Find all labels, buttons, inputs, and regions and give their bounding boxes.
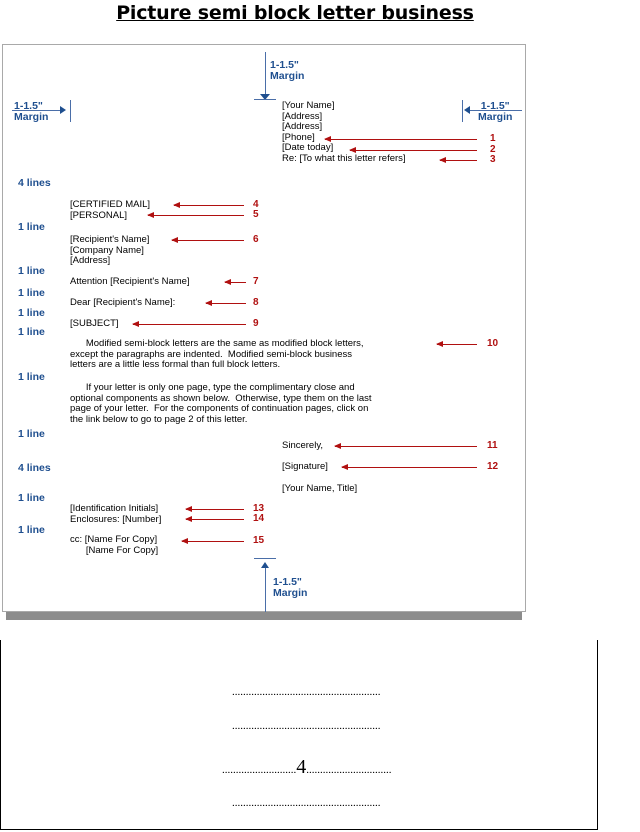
callout-arrow (335, 446, 477, 447)
callout-arrow (133, 324, 246, 325)
identification-block: [Identification Initials] Enclosures: [Number] (70, 503, 162, 525)
callout-arrow (225, 282, 246, 283)
spacing-label: 1 line (18, 326, 45, 338)
spacing-label: 4 lines (18, 462, 51, 474)
signature-line: [Signature] (282, 461, 328, 472)
page-title: Picture semi block letter business (116, 2, 474, 24)
recipient-block: [Recipient's Name] [Company Name] [Address] (70, 234, 150, 266)
footer-page-number-row (222, 756, 392, 779)
callout-arrow (148, 215, 244, 216)
callout-arrow (186, 519, 244, 520)
right-margin-tick (462, 100, 463, 122)
callout-number: 15 (253, 535, 265, 546)
callout-number: 6 (253, 234, 259, 245)
spacing-label: 1 line (18, 492, 45, 504)
top-margin-line (265, 52, 266, 96)
spacing-label: 1 line (18, 307, 45, 319)
footer-dotted-line: ........................... (222, 764, 297, 776)
spacing-label: 1 line (18, 371, 45, 383)
callout-number: 10 (487, 338, 499, 349)
callout-number: 2 (490, 144, 496, 155)
callout-number: 3 (490, 154, 496, 165)
bottom-margin-label: 1-1.5" Margin (273, 576, 308, 599)
cc-block: cc: [Name For Copy] [Name For Copy] (70, 534, 159, 556)
callout-number: 9 (253, 318, 259, 329)
name-title-line: [Your Name, Title] (282, 483, 358, 494)
footer-dotted-line: ............................... (306, 764, 392, 776)
callout-number: 13 (253, 503, 265, 514)
sender-block: [Your Name] [Address] [Address] [Phone] [Date today] Re: [To what this letter refers] (282, 100, 406, 164)
page-number: 4 (296, 756, 307, 778)
callout-arrow (440, 160, 477, 161)
callout-arrow (437, 344, 477, 345)
callout-arrow (350, 150, 477, 151)
callout-arrow (206, 303, 246, 304)
right-margin-label: 1-1.5" Margin (478, 100, 513, 123)
spacing-label: 1 line (18, 265, 45, 277)
callout-number: 1 (490, 133, 496, 144)
left-margin-label: 1-1.5" Margin (14, 100, 49, 123)
spacing-label: 4 lines (18, 177, 51, 189)
callout-number: 11 (487, 440, 498, 451)
attention-line: Attention [Recipient's Name] (70, 276, 190, 287)
callout-arrow (186, 509, 244, 510)
spacing-label: 1 line (18, 287, 45, 299)
subject-line: [SUBJECT] (70, 318, 119, 329)
top-margin-label: 1-1.5" Margin (270, 59, 305, 82)
right-margin-arrow-icon (464, 106, 470, 114)
callout-arrow (325, 139, 477, 140)
callout-arrow (172, 240, 244, 241)
callout-number: 8 (253, 297, 259, 308)
closing-line: Sincerely, (282, 440, 324, 451)
footer-dotted-line: ...................................................... (232, 797, 381, 809)
footer-dotted-line: ...................................................... (232, 720, 381, 732)
body-paragraph-2: If your letter is only one page, type the complimentary close and optional components as shown below. Otherwise, type them on the last page of your letter. For the components of continuation pages, click on the link below to go to page 2 of this letter. (70, 382, 372, 425)
callout-number: 5 (253, 209, 259, 220)
mail-type-block: [CERTIFIED MAIL] [PERSONAL] (70, 199, 151, 221)
callout-number: 12 (487, 461, 499, 472)
left-margin-arrow-icon (60, 106, 66, 114)
callout-number: 7 (253, 276, 259, 287)
callout-arrow (174, 205, 244, 206)
left-margin-line (12, 110, 64, 111)
salutation-line: Dear [Recipient's Name]: (70, 297, 176, 308)
bottom-margin-tick (254, 558, 276, 559)
body-paragraph-1: Modified semi-block letters are the same as modified block letters, except the paragraphs are indented. Modified semi-block business letters are a little less formal than full block letters. (70, 338, 364, 370)
spacing-label: 1 line (18, 221, 45, 233)
top-margin-tick (254, 99, 276, 100)
callout-arrow (182, 541, 244, 542)
callout-number: 4 (253, 199, 259, 210)
callout-arrow (342, 467, 477, 468)
bottom-margin-line (265, 564, 266, 612)
right-margin-line (466, 110, 522, 111)
callout-number: 14 (253, 513, 265, 524)
left-margin-tick (70, 100, 71, 122)
bottom-margin-arrow-icon (261, 562, 269, 568)
spacing-label: 1 line (18, 428, 45, 440)
footer-dotted-line: ...................................................... (232, 686, 381, 698)
spacing-label: 1 line (18, 524, 45, 536)
